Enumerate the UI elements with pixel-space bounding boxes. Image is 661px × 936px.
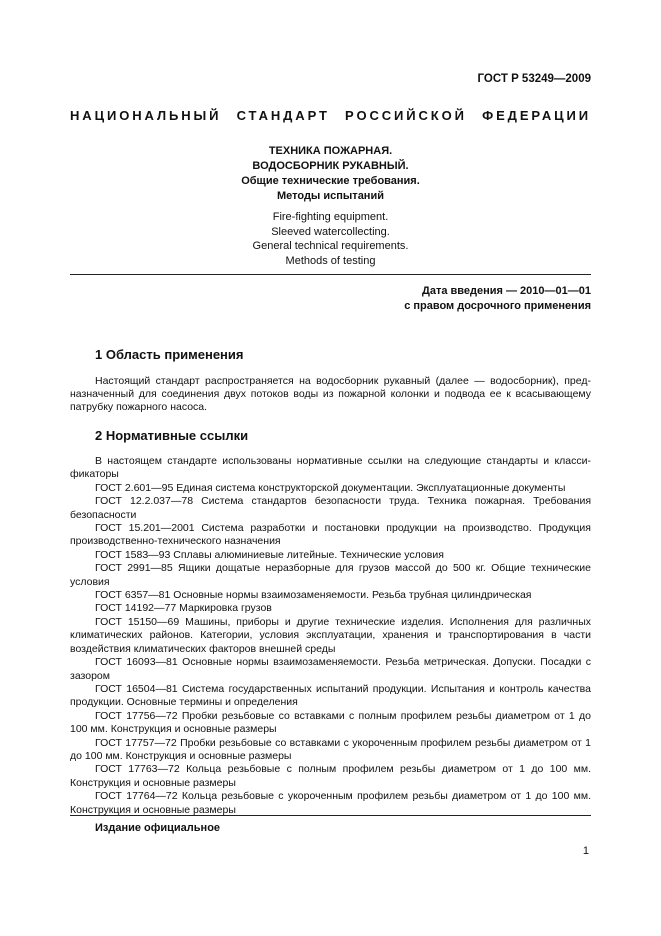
title-russian — [70, 144, 591, 204]
reference-item: В настоящем стандарте использованы нормативные ссылки на следующие стандарты и класси-фикаторы — [70, 455, 591, 481]
reference-item: ГОСТ 17764—72 Кольца резьбовые с укороченным профилем резьбы диаметром от 1 до 100 мм. Конструкция и основные размеры — [70, 790, 591, 816]
title-en-line: General technical requirements. — [252, 240, 409, 252]
official-edition-label: Издание официальное — [95, 822, 221, 834]
title-en-line: Fire-fighting equipment. — [272, 211, 389, 223]
normative-references-list — [70, 455, 591, 817]
title-ru-line: ВОДОСБОРНИК РУКАВНЫЙ. — [252, 160, 409, 172]
early-application-note: с правом досрочного применения — [404, 300, 591, 312]
title-en-line: Sleeved watercollecting. — [271, 225, 390, 238]
reference-item: ГОСТ 1583—93 Сплавы алюминиевые литейные. Технические условия — [95, 548, 444, 561]
reference-item: ГОСТ 15150—69 Машины, приборы и другие технические изделия. Исполнения для различных климатических районов. Категории, условия эксплуатации, хранения и транспортирования в части воздействия климатических факторов внешней среды — [70, 615, 591, 655]
section-2-heading: 2 Нормативные ссылки — [95, 428, 249, 443]
introduction-date: Дата введения — 2010—01—01 — [422, 285, 591, 297]
document-code: ГОСТ Р 53249—2009 — [477, 73, 591, 85]
reference-item: ГОСТ 12.2.037—78 Система стандартов безопасности труда. Техника пожарная. Требования безопасности — [70, 495, 591, 521]
title-en-line: Methods of testing — [285, 254, 376, 267]
reference-item: ГОСТ 17757—72 Пробки резьбовые со вставками с укороченным профилем резьбы диаметром от 1 до 100 мм. Конструкция и основные размеры — [70, 736, 591, 762]
section-1-text: Настоящий стандарт распространяется на водосборник рукавный (далее — водосборник), пред-назначенный для соединения двух потоков воды из пожарной колонки и подвода ее к всасывающему патрубку пожарного насоса. — [70, 375, 591, 413]
title-ru-line: ТЕХНИКА ПОЖАРНАЯ. — [268, 145, 393, 157]
header-divider — [70, 274, 591, 275]
reference-item: ГОСТ 2.601—95 Единая система конструкторской документации. Эксплуатационные документы — [95, 481, 566, 494]
section-1-heading: 1 Область применения — [95, 347, 244, 362]
reference-item: ГОСТ 2991—85 Ящики дощатые неразборные для грузов массой до 500 кг. Общие технические условия — [70, 562, 591, 588]
reference-item: ГОСТ 17763—72 Кольца резьбовые с полным профилем резьбы диаметром от 1 до 100 мм. Конструкция и основные размеры — [70, 763, 591, 789]
title-ru-line: Общие технические требования. — [241, 175, 420, 187]
footer-divider — [70, 815, 591, 816]
reference-item: ГОСТ 16093—81 Основные нормы взаимозаменяемости. Резьба метрическая. Допуски. Посадки с зазором — [70, 656, 591, 682]
reference-item: ГОСТ 16504—81 Система государственных испытаний продукции. Испытания и контроль качества продукции. Основные термины и определения — [70, 682, 591, 709]
title-english — [70, 210, 591, 268]
reference-item: ГОСТ 15.201—2001 Система разработки и постановки продукции на производство. Продукция производственно-технического назначения — [70, 522, 591, 548]
reference-item: ГОСТ 6357—81 Основные нормы взаимозаменяемости. Резьба трубная цилиндрическая — [95, 589, 532, 602]
title-ru-line: Методы испытаний — [277, 190, 384, 202]
page-number: 1 — [582, 845, 589, 857]
introduction-block — [404, 284, 591, 314]
national-standard-header: НАЦИОНАЛЬНЫЙ СТАНДАРТ РОССИЙСКОЙ ФЕДЕРАЦИИ — [70, 108, 591, 123]
reference-item: ГОСТ 17756—72 Пробки резьбовые со вставками с полным профилем резьбы диаметром от 1 до 100 мм. Конструкция и основные размеры — [70, 709, 591, 736]
reference-item: ГОСТ 14192—77 Маркировка грузов — [95, 602, 272, 615]
